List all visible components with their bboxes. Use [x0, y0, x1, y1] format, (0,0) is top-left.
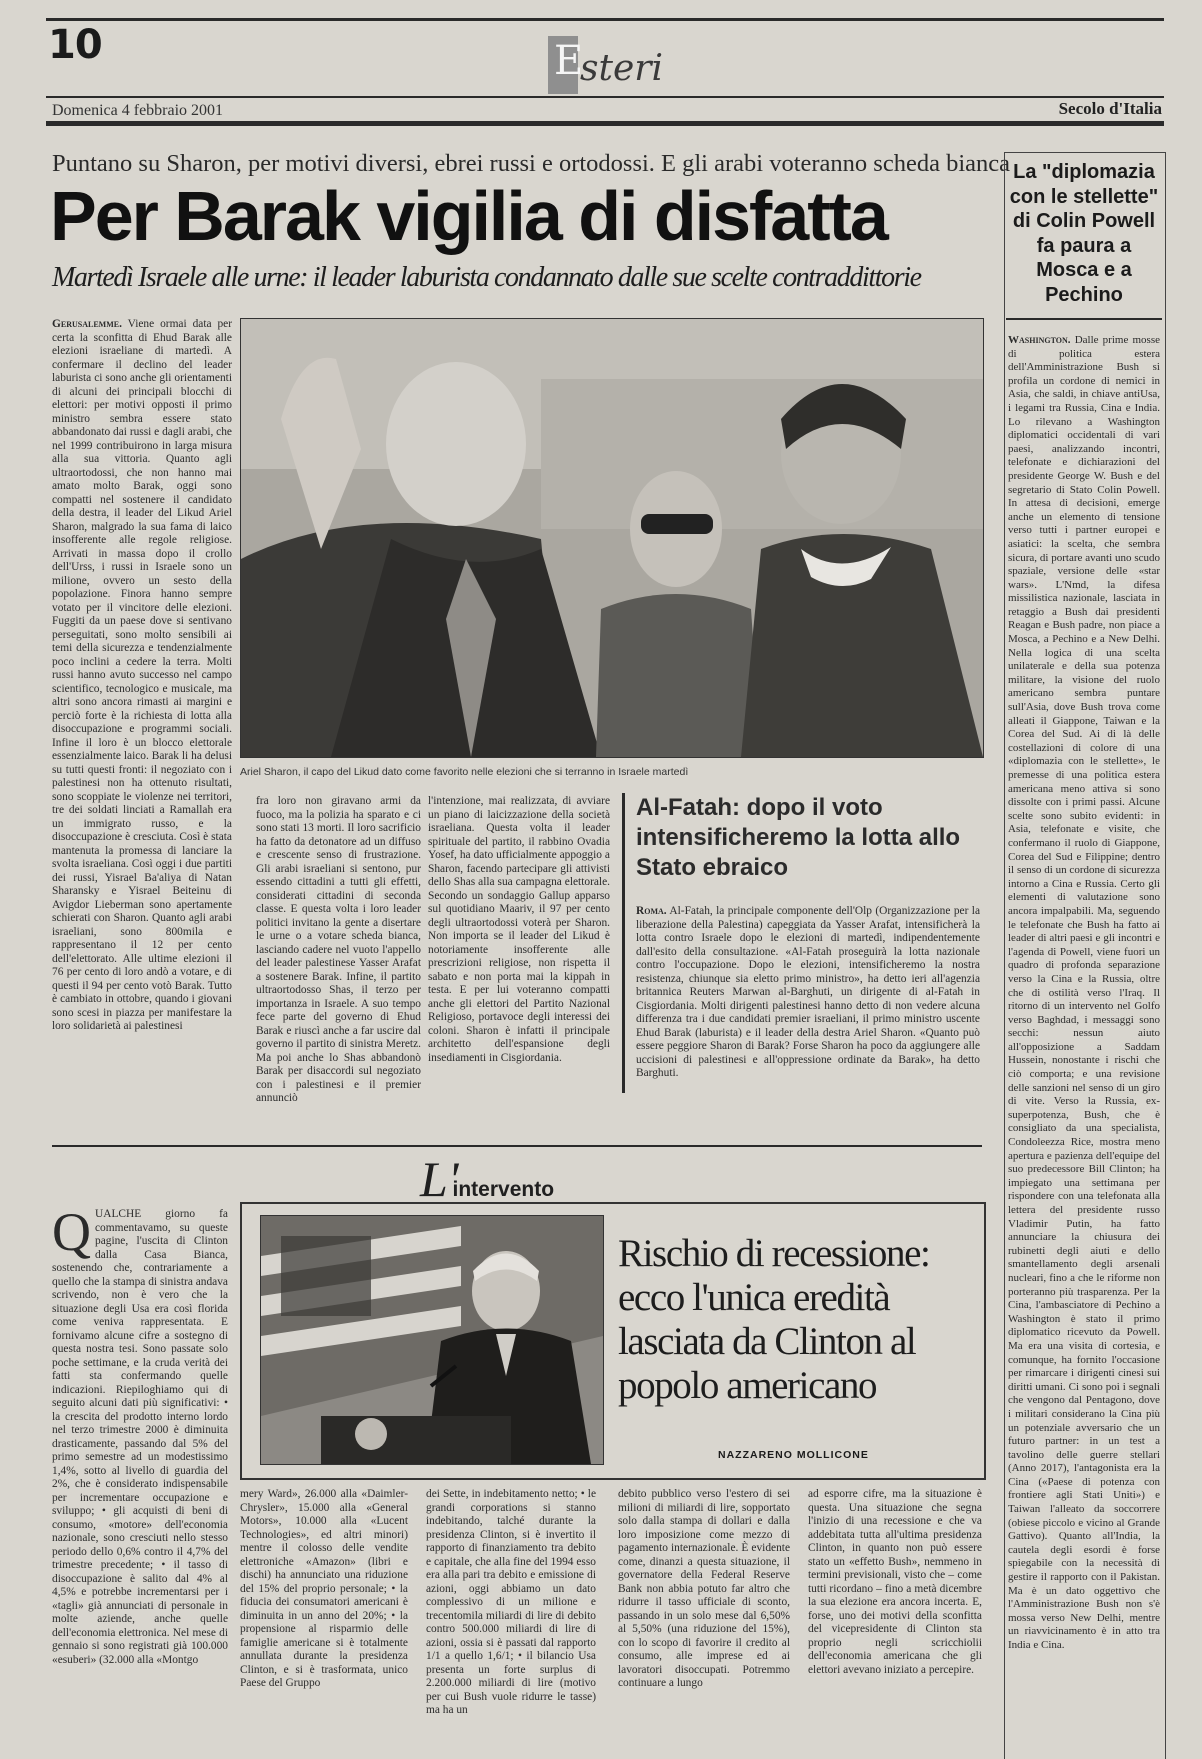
- intervento-dropcap: Q: [52, 1202, 91, 1262]
- clinton-photo-illustration: [261, 1216, 603, 1464]
- intervento-headline: Rischio di recessione: ecco l'unica eredità lasciata da Clinton al popolo americano: [618, 1232, 930, 1407]
- intervento-label: [420, 1150, 554, 1208]
- main-col2-text: fra loro non giravano armi da fuoco, ma la polizia ha sparato e ci sono stati 13 morti. Il loro sacrificio ha fatto da detonatore ad un diffuso e crescente senso di frustrazione. Gli arabi israeliani si sentono, pur essendo cittadini a tutti gli effetti, considerati cittadini di seconda classe. E questa volta i loro leader politici invitano la gente a disertare le urne o a votare scheda bianca, lasciando cadere nel vuoto l'appello del leader palestinese Yasser Arafat a sostenere Barak. Infine, il partito ultraortodosso Shas, il terzo per importanza in Israele. A suo tempo fece parte del governo di Ehud Barak e riuscì anche a far uscire dal governo il partito di sinistra Meretz. Ma poi anche lo Shas abbandonò Barak per disaccordi sul negoziato con i palestinesi e il premier annunciò: [256, 795, 421, 1104]
- sidebar-dateline: Washington.: [1008, 334, 1071, 346]
- alfatah-dateline: Roma.: [636, 905, 667, 917]
- main-kicker: Puntano su Sharon, per motivi diversi, ebrei russi e ortodossi. E gli arabi voteranno scheda bianca: [52, 150, 1011, 177]
- sidebar-text: Dalle prime mosse di politica estera dell'Amministrazione Bush si profila un cordone di nemici in Asia, che saldi, in chiave antiUsa, i legami tra Russia, Cina e India. Lo rilevano a Washington diplomatici occidentali di vari paesi, analizzando incontri, telefonate e dichiarazioni del presidente George W. Bush e del segretario di Stato Colin Powell. In attesa di decisioni, emerge anche un elemento di tensione verso tutti i partner europei e asiatici: la scelta, che sembra sicura, di portare avanti uno scudo spaziale, versione delle «star wars». L'Nmd, la difesa missilistica nazionale, lasciata in retaggio a Bush dai presidenti Reagan e Bush padre, non piace a Mosca, a Pechino e a New Delhi. Nella logica di una scelta unilaterale e della sua potenza militare, la visione del ruolo americano sembra puntare sull'Asia, dove Bush trova come alleati il Giappone, Taiwan e la Corea del Sud. Ai di là delle costellazioni di colore di una «diplomazia con le stellette», le premesse di una politica estera americana meno attiva si sono dissolte con i primi passi. Alcune scelte sono subito evidenti: in Asia, telefonate e visite, che confermano il ruolo di Giappone, Corea del Sud e Filippine; dentro il senso di un cordone di sicurezza intorno a Cina e Russia. Certo gli elementi di valutazione sono ancora impalpabili. Ma, seguendo le telefonate che Bush ha fatto ai leader di altri paesi e gli incontri e l'agenda di Powell, viene fuori un quadro di profonda separazione verso la Cina e la Russia, oltre che di ostilità verso l'Iraq. Il ritorno di un intervento nel Golfo verso Baghdad, i messaggi sono secchi: nessun aiuto all'opposizione a Saddam Hussein, nonostante i rischi che ciò comporta; e una revisione delle sanzioni nel senso di un giro di vite. Verso la Russia, ex-superpotenza, Bush, che è consigliato da una specialista, Condoleezza Rice, mostra meno apertura e pazienza dell'equipe del suo predecessore Bill Clinton; ha impiegato una settimana per rispondere con una telefonata alla lettera del presidente russo Vladimir Putin, ha fatto annunciare la chiusura dei rubinetti degli aiuti e dello smantellamento degli arsenali nucleari, fino a che le riforme non porteranno più trasparenza. Per la Cina, l'ambasciatore di Pechino a Washington è stato il primo diplomatico ricevuto da Powell. Ma era una visita di cortesia, e comunque, ha fornito l'occasione per rimarcare i dirigenti cinesi sui diritti umani. Ci sono poi i segnali che vengono dal Pentagono, dove i militari considerano la Cina più un potenziale avversario che un futuro partner: in un test a tavolino delle guerre stellari (Anno 2017), l'antagonista era la Cina («Paese di potenza con frontiere agli Stati Uniti») e Taiwan l'alleato da soccorrere (obiese piccolo e vicino al Grande Gattivo). Quanto all'India, la cautela degli esordi è forse spiegabile con la necessità di gestire il rapporto con il Pakistan. Ma è un dato oggettivo che l'Amministrazione Bush non s'è mossa verso New Delhi, mentre un riavvicinamento è in atto tra India e Cina.: [1008, 334, 1160, 1651]
- clinton-photo: [260, 1215, 604, 1465]
- intervento-col1-text: UALCHE giorno fa commentavamo, su queste pagine, l'uscita di Clinton dalla Casa Bianca, sostenendo che, contrariamente a quello che la stampa di sinistra andava scrivendo, non è vero che la situazione degli Usa era così florida come veniva rappresentata. E fornivamo alcune cifre a sostegno di questa nostra tesi. Sono passate solo poche settimane, e la cruda verità dei fatti sta confermando quelle indicazioni. Riepiloghiamo qui di seguito alcuni dati più significativi: • la crescita del prodotto interno lordo nel terzo trimestre 2000 è diminuita drasticamente, passando dal 5% del primo semestre ad un modestissimo 1,4%, sotto al livello di guardia del 2%, che è considerato indispensabile per incrementare occupazione e sviluppo; • gli acquisti di beni di consumo, «motore» dell'economia nazionale, sono cresciuti nello stesso periodo dello 0,6% contro il 4,7% del trimestre precedente; • il tasso di disoccupazione è salito dal 4% al 4,5% e potrebbe incrementarsi per i «tagli» già annunciati di personale in molte aziende, anche quelle dell'economia elettronica. Nel mese di gennaio si sono registrati già 100.000 «esuberi» (32.000 alla «Montgo: [52, 1208, 228, 1666]
- intervento-col2-text: mery Ward», 26.000 alla «Daimler-Chrysler», 15.000 alla «General Motors», 10.000 alla «Lucent Technologies», ed altri minori) mentre il colosso delle vendite elettroniche «Amazon» (libri e dischi) ha annunciato una riduzione del 15% del proprio personale; • la fiducia dei consumatori americani è diminuita in un anno del 20%; • la propensione al risparmio delle famiglie americane si è totalmente annullata durante la presidenza Clinton, e si è trasformata, unico Paese del Gruppo: [240, 1488, 408, 1689]
- alfatah-text-block: [636, 905, 980, 1090]
- newspaper-name: Secolo d'Italia: [1058, 99, 1162, 118]
- intervento-column-1: [52, 1202, 228, 1738]
- alfatah-text: Al-Fatah, la principale componente dell'Olp (Organizzazione per la liberazione della Palestina) capeggiata da Yasser Arafat, intensificherà la lotta contro Israele dopo le elezioni di martedì, indipendentemente dall'esito della consultazione. «Al-Fatah proseguirà la lotta nazionale contro l'occupazione. Dopo le elezioni, intensificheremo la nostra resistenza, chiunque sia eletto primo ministro», ha detto ieri all'agenzia britannica Reuters Marwan al-Barghuti, un dirigente di al-Fatah in Cisgiordania. Molti dirigenti palestinesi hanno detto di non vedere alcuna differenza tra i due candidati premier israeliani, il primo ministro uscente Ehud Barak (laburista) e il leader della destra Ariel Sharon. «Quanto può essere peggiore Sharon di Barak? Forse Sharon ha poco da aggiungere alle uccisioni di palestinesi e all'oppressione ordinate da Barak», ha detto Barghuti.: [636, 905, 980, 1079]
- alfatah-left-rule: [622, 793, 625, 1093]
- intervento-column-4: [618, 1488, 790, 1746]
- sidebar-headline: La "diplomazia con le stellette" di Colin Powell fa paura a Mosca e a Pechino: [1009, 161, 1159, 306]
- main-dateline: Gerusalemme.: [52, 318, 122, 330]
- intervento-initial: L': [420, 1151, 459, 1207]
- alfatah-headline: Al-Fatah: dopo il voto intensificheremo la lotta allo Stato ebraico: [636, 794, 961, 881]
- header-rule-bottom: [46, 121, 1164, 126]
- intervento-column-3: [426, 1488, 596, 1746]
- main-col1-text: Viene ormai data per certa la sconfitta di Ehud Barak alle elezioni israeliane di martedì. A confermare il declino del leader laburista ci sono anche gli orientamenti di alcuni dei principali blocchi di elettori: per motivi opposti il primo ministro sembra essere stato abbandonato dai russi e dagli arabi, che nel 1999 contribuirono in larga misura alla sua vittoria. Quanto agli ultraortodossi, che non hanno mai amato molto Barak, oggi sono compatti nel sostenere il candidato della destra, il leader del Likud Ariel Sharon, malgrado la sua fama di laico insofferente alle regole religiose. Arrivati in massa dopo il crollo dell'Urss, i russi in Israele sono un milione, ovvero un sesto della popolazione. Finora hanno sempre votato per il vincitore delle elezioni. Fuggiti da un paese dove si sentivano perseguitati, sono molto sensibili ai temi della sicurezza e tendenzialmente poco inclini a cedere la terra. Molti russi hanno avuto successo nel campo scientifico, tecnologico e musicale, ma altri sono ancora rimasti ai margini e perciò forte è la richiesta di lotta alla disoccupazione e programmi sociali. Infine il loro è un blocco elettorale essenzialmente laico. Barak li ha delusi su tutti questi fronti: il negoziato con i palestinesi non ha ottenuto risultati, sono scoppiate le violenze nei territori, tre dei soldati linciati a Ramallah era un immigrato russo, e la disoccupazione è cresciuta. Così è stata mantenuta la promessa di lanciare la svolta israeliana. Così oggi i due partiti dei russi, Yisrael Ba'aliya di Natan Sharansky e Yisrael Beiteinu di Avigdor Lieberman sono apertamente schierati con Sharon. Quanto agli arabi israeliani, sono 800mila e rappresentano il 12 per cento dell'elettorato. Alle ultime elezioni il 76 per cento di loro andò a votare, e di questi il 94 per cento votò Barak. Tutto è cambiato in ottobre, quando i giovani sono scesi in piazza per manifestare la loro solidarietà ai palestinesi: [52, 318, 232, 1032]
- section-label: steri: [580, 48, 663, 89]
- intervento-rule: [52, 1145, 982, 1147]
- intervento-col4-text: debito pubblico verso l'estero di sei milioni di miliardi di lire, sopportato solo dalla stampa di dollari e dalla loro imposizione come mezzo di pagamento internazionale. È evidente come, dinanzi a questa situazione, il governatore della Federal Reserve Bank non abbia potuto far altro che ridurre il tasso ufficiale di sconto, passando in un solo mese dal 6,50% al 5,50% (una riduzione del 15%), con lo scopo di favorire il credito al consumo, alle imprese ed ai lavoratori disoccupati. Potremmo continuare a lungo: [618, 1488, 790, 1689]
- intervento-column-2: [240, 1488, 408, 1746]
- issue-date: Domenica 4 febbraio 2001: [52, 102, 224, 119]
- sharon-photo: [240, 318, 984, 758]
- main-subhead: Martedì Israele alle urne: il leader laburista condannato dalle sue scelte contraddittorie: [52, 262, 921, 293]
- sidebar-title-rule: [1006, 318, 1162, 320]
- intervento-word: intervento: [452, 1178, 555, 1201]
- main-headline: Per Barak vigilia di disfatta: [50, 177, 887, 255]
- photo-caption: Ariel Sharon, il capo del Likud dato come favorito nelle elezioni che si terranno in Israele martedì: [240, 766, 689, 778]
- header-rule-top: [46, 96, 1164, 98]
- main-column-2: [256, 795, 421, 1104]
- intervento-col3-text: dei Sette, in indebitamento netto; • le grandi corporations si stanno indebitando, talché durante la presidenza Clinton, si è invertito il rapporto di finanziamento tra debito e capitale, che alla fine del 1994 esso era alla pari tra debito e emissione di azioni, oggi abbiamo un dato complessivo di un milione e trecentomila miliardi di lire di debito contro 500.000 miliardi di lire di azioni, ossia si è passati dal rapporto 1/1 a quello 1,6/1; • il bilancio Usa presenta un forte surplus di 2.200.000 miliardi di lire (motivo per cui Bush vuole ridurre le tasse) ma ha un: [426, 1488, 596, 1716]
- intervento-column-5: [808, 1488, 982, 1746]
- sidebar-text-block: [1008, 334, 1160, 1651]
- intervento-byline: NAZZARENO MOLLICONE: [718, 1449, 869, 1461]
- top-rule: [46, 18, 1164, 21]
- intervento-col5-text: ad esporre cifre, ma la situazione è questa. Una situazione che segna l'inizio di una recessione e che va addebitata tutta all'ultima presidenza Clinton, in quanto non può essere stato un «effetto Bush», nemmeno in termini previsionali, visto che – come tutti ricordano – fino a metà dicembre la sua elezione era ancora incerta. E, forse, uno dei motivi della sconfitta del vicepresidente di Clinton sta proprio negli scricchiolii dell'economia americana che gli elettori avevano iniziato a percepire.: [808, 1488, 982, 1676]
- main-column-3: [428, 795, 610, 1087]
- main-col3-text: l'intenzione, mai realizzata, di avviare un piano di laicizzazione della società israeliana. Questa volta il leader spirituale del partito, il rabbino Ovadia Yosef, ha dato ufficialmente appoggio a Sharon, facendo partecipare gli attivisti dello Shas alla sua campagna elettorale. Secondo un sondaggio Gallup apparso sul quotidiano Maariv, il 97 per cento degli ultraortodossi voterà per Sharon. Non importa se il leader del Likud è notoriamente insofferente alle prescrizioni religiose, non rispetta il sabato e non porta mai la kippah in testa. E per lui voteranno compatti anche gli elettori del Partito Nazional Religioso, portavoce degli interessi dei coloni. Sharon è infatti il principale architetto dell'espansione degli insediamenti in Cisgiordania.: [428, 795, 610, 1064]
- sharon-photo-illustration: [241, 319, 983, 757]
- section-initial: E: [554, 38, 584, 84]
- page-number: 10: [48, 22, 102, 68]
- section-name: [548, 36, 663, 94]
